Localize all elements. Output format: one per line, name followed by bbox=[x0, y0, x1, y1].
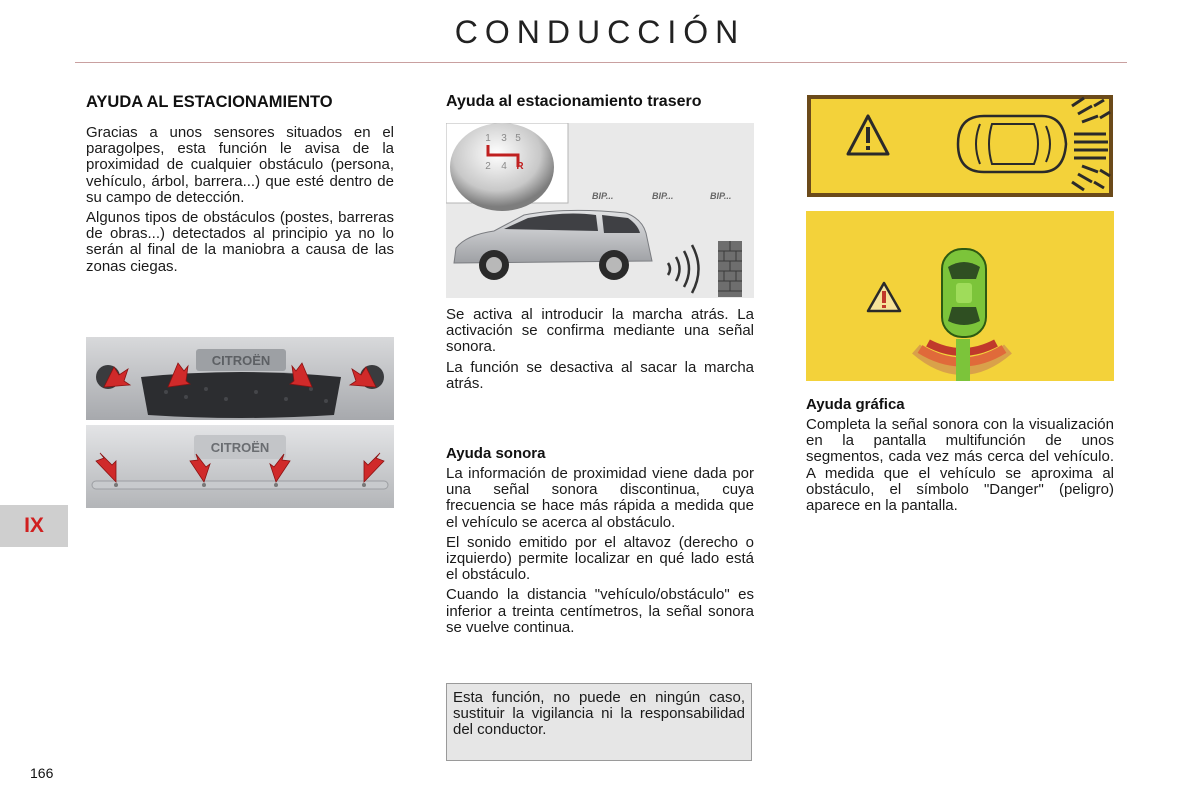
beep-text: BIP... bbox=[710, 191, 732, 201]
page-number: 166 bbox=[30, 765, 54, 781]
section-heading-parking-aid: AYUDA AL ESTACIONAMIENTO bbox=[86, 93, 333, 111]
paragraph: La función se desactiva al sacar la marcha atrás. bbox=[446, 358, 754, 392]
note-text: Esta función, no puede en ningún caso, sustituir la vigilancia ni la responsabilidad del conductor. bbox=[453, 689, 745, 739]
display-panel-graphic-aid bbox=[806, 211, 1114, 381]
display-panel-top-view bbox=[806, 94, 1114, 198]
paragraph: Algunos tipos de obstáculos (postes, barreras de obras...) detectados al principio ya no lo serán al final de la maniobra a causa de las zonas ciegas. bbox=[86, 209, 394, 275]
gear-label: 2 bbox=[485, 161, 491, 172]
gear-label: 1 bbox=[485, 133, 491, 144]
paragraph: Gracias a unos sensores situados en el paragolpes, esta función le avisa de la proximidad de cualquier obstáculo (persona, vehículo, árbol, barrera...) que esté dentro de su campo de detección. bbox=[86, 124, 394, 206]
front-badge: CITROËN bbox=[211, 353, 271, 368]
warning-note-box bbox=[446, 683, 752, 761]
subheading-sound-aid: Ayuda sonora bbox=[446, 445, 546, 462]
gear-label: 4 bbox=[501, 161, 507, 172]
page-title: CONDUCCIÓN bbox=[454, 14, 746, 50]
title-divider bbox=[75, 62, 1127, 63]
subheading-graphic-aid: Ayuda gráfica bbox=[806, 396, 905, 413]
chapter-tab: IX bbox=[0, 505, 68, 547]
gear-label: 3 bbox=[501, 133, 507, 144]
sound-aid-text-block bbox=[446, 466, 754, 640]
paragraph: Completa la señal sonora con la visualización en la pantalla multifunción de unos segmentos, cada vez más cerca del vehículo. A medida que el vehículo se aproxima al obstáculo, el símbolo "Danger" (peligro) aparece en la pantalla. bbox=[806, 416, 1114, 515]
rear-parking-figure bbox=[446, 123, 754, 298]
bumper-sensors-image bbox=[86, 337, 394, 508]
beep-text: BIP... bbox=[592, 191, 614, 201]
beep-text: BIP... bbox=[652, 191, 674, 201]
paragraph: La información de proximidad viene dada por una señal sonora discontinua, cuya frecuencia se hace más rápida a medida que el vehículo se acerca al obstáculo. bbox=[446, 465, 754, 531]
paragraph: Se activa al introducir la marcha atrás. La activación se confirma mediante una señal sonora. bbox=[446, 306, 754, 356]
gear-label: 5 bbox=[515, 133, 521, 144]
paragraph: El sonido emitido por el altavoz (derecho o izquierdo) permite localizar en qué lado está el obstáculo. bbox=[446, 533, 754, 584]
rear-badge: CITROËN bbox=[210, 440, 270, 455]
gear-label-reverse: R bbox=[516, 161, 524, 172]
intro-text-block bbox=[86, 125, 394, 279]
graphic-aid-text-block bbox=[806, 417, 1114, 518]
paragraph: Cuando la distancia "vehículo/obstáculo" es inferior a treinta centímetros, la señal sonora se vuelve continua. bbox=[446, 586, 754, 636]
activation-text-block bbox=[446, 307, 754, 396]
section-heading-rear-parking-aid: Ayuda al estacionamiento trasero bbox=[446, 93, 702, 110]
